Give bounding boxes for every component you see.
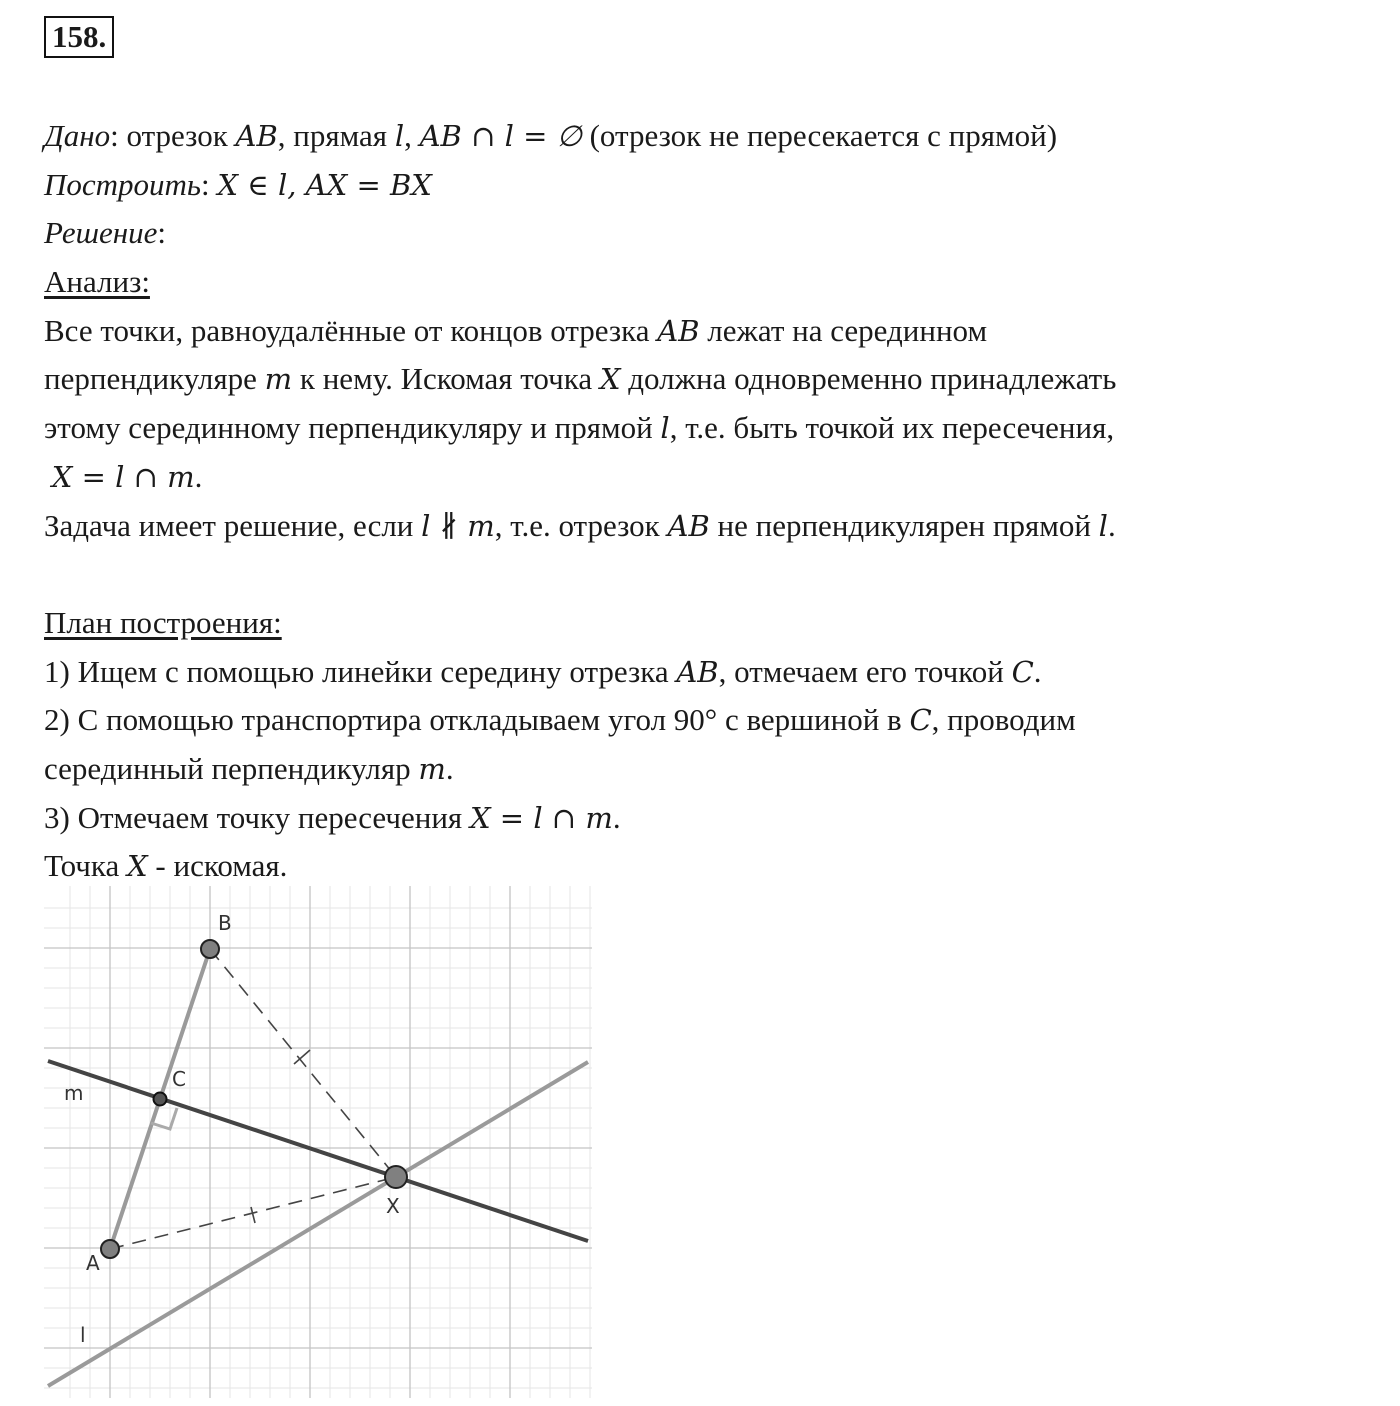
analysis-line-2: перпендикуляре m к нему. Искомая точка X должна одновременно принадлежать: [44, 361, 1117, 397]
analysis-line-3: этому серединному перпендикуляру и прямой l, т.е. быть точкой их пересечения,: [44, 410, 1115, 446]
point-b: [201, 940, 219, 958]
intersection-formula: X = l ∩ m: [51, 459, 195, 494]
solution-line: Решение:: [44, 215, 166, 251]
line-l: [48, 1062, 588, 1386]
construction-svg: [44, 886, 592, 1398]
point-a: [101, 1240, 119, 1258]
point-c: [154, 1093, 167, 1106]
label-a: A: [86, 1251, 100, 1275]
plan-final: Точка X - искомая.: [44, 848, 288, 884]
plan-step-1: 1) Ищем с помощью линейки середину отрезка AB, отмечаем его точкой C.: [44, 653, 1042, 689]
label-m: m: [64, 1081, 84, 1105]
analysis-line-5: Задача имеет решение, если l ∦ m, т.е. отрезок AB не перпендикулярен прямой l.: [44, 507, 1116, 543]
plan-step-3: 3) Отмечаем точку пересечения X = l ∩ m.: [44, 799, 621, 835]
problem-number: 158.: [44, 16, 114, 58]
analysis-line-4: X = l ∩ m.: [51, 458, 203, 494]
tick-ax: [251, 1207, 255, 1223]
grid: [44, 886, 592, 1398]
segment-bx: [210, 949, 396, 1177]
plan-step-2-cont: серединный перпендикуляр m.: [44, 750, 454, 786]
construct-formula: X ∈ l, AX = BX: [217, 167, 432, 202]
plan-step-2: 2) С помощью транспортира откладываем угол 90° с вершиной в C, проводим: [44, 702, 1076, 738]
construct-line: Построить: X ∈ l, AX = BX: [44, 166, 432, 202]
given-formula: AB ∩ l = ∅: [419, 119, 582, 153]
plan-heading: План построения:: [44, 604, 282, 640]
given-line: Дано: отрезок AB, прямая l, AB ∩ l = ∅ (отрезок не пересекается с прямой): [44, 118, 1058, 153]
label-l: l: [80, 1323, 86, 1347]
label-c: C: [172, 1067, 186, 1091]
construct-label: Построить: [44, 166, 202, 202]
problem-text: [44, 112, 1364, 891]
analysis-heading: Анализ:: [44, 264, 150, 300]
solution-label: Решение: [44, 215, 158, 251]
construction-figure: [44, 886, 592, 1398]
label-x: X: [386, 1194, 400, 1218]
analysis-line-1: Все точки, равноудалённые от концов отрезка AB лежат на серединном: [44, 312, 988, 348]
given-label: Дано: [44, 118, 111, 153]
label-b: B: [218, 911, 232, 935]
point-x: [385, 1166, 407, 1188]
